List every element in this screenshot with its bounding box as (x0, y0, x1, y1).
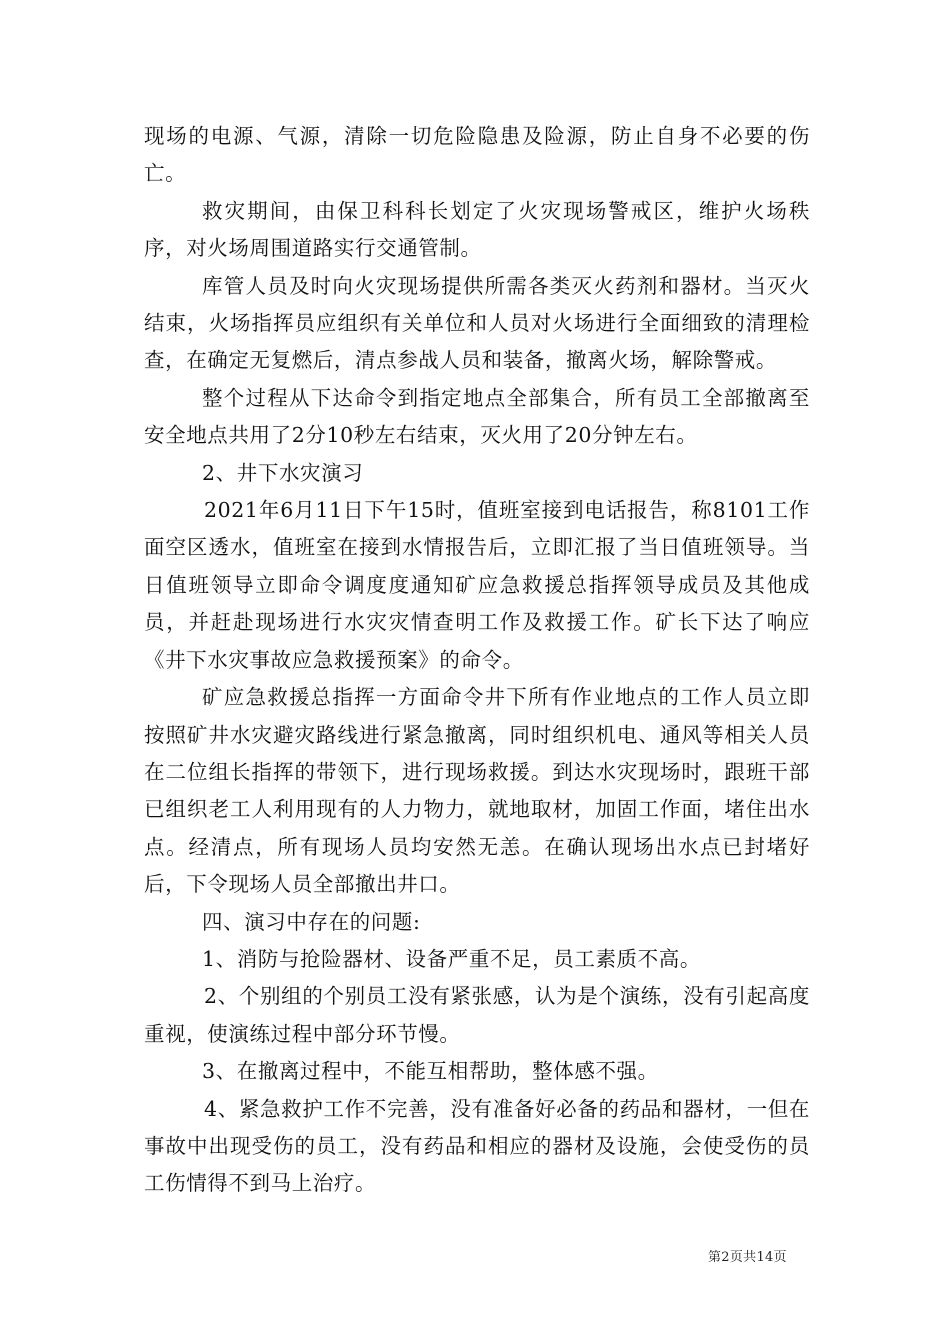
section-heading-flood-drill: 2、井下水灾演习 (202, 460, 364, 485)
document-body (144, 118, 810, 1203)
paragraph-flood-rescue: 矿应急救援总指挥一方面命令井下所有作业地点的工作人员立即按照矿井水灾避灾路线进行紧急撤离，同时组织机电、通风等相关人员在二位组长指挥的带领下，进行现场救援。到达水灾现场时，跟班干部已组织老工人利用现有的人力物力，就地取材，加固工作面，堵住出水点。经清点，所有现场人员均安然无恙。在确认现场出水点已封堵好后，下令现场人员全部撤出井口。 (144, 685, 810, 897)
problem-item-3: 3、在撤离过程中，不能互相帮助，整体感不强。 (202, 1059, 659, 1084)
problem-item-4: 4、紧急救护工作不完善，没有准备好必备的药品和器材，一但在事故中出现受伤的员工，没有药品和相应的器材及设施，会使受伤的员工伤情得不到马上治疗。 (144, 1096, 810, 1196)
problem-item-1: 1、消防与抢险器材、设备严重不足，员工素质不高。 (202, 946, 701, 971)
page-number-footer: 第2页共14页 (708, 1250, 787, 1265)
paragraph-security-cordon: 救灾期间，由保卫科科长划定了火灾现场警戒区，维护火场秩序，对火场周围道路实行交通管制。 (144, 198, 810, 261)
paragraph-process-timing: 整个过程从下达命令到指定地点全部集合，所有员工全部撤离至安全地点共用了2分10秒左右结束，灭火用了20分钟左右。 (144, 385, 810, 448)
paragraph-continuation: 现场的电源、气源，清除一切危险隐患及险源，防止自身不必要的伤亡。 (144, 124, 810, 186)
paragraph-flood-report: 2021年6月11日下午15时，值班室接到电话报告，称8101工作面空区透水，值班室在接到水情报告后，立即汇报了当日值班领导。当日值班领导立即命令调度度通知矿应急救援总指挥领导成员及其他成员，并赶赴现场进行水灾灾情查明工作及救援工作。矿长下达了响应《井下水灾事故应急救援预案》的命令。 (144, 498, 810, 672)
paragraph-warehouse-supply: 库管人员及时向火灾现场提供所需各类灭火药剂和器材。当灭火结束，火场指挥员应组织有关单位和人员对火场进行全面细致的清理检查，在确定无复燃后，清点参战人员和装备，撤离火场，解除警戒。 (144, 273, 810, 373)
problem-item-2: 2、个别组的个别员工没有紧张感，认为是个演练，没有引起高度重视，使演练过程中部分环节慢。 (144, 984, 810, 1046)
section-heading-problems: 四、演习中存在的问题: (202, 909, 421, 934)
